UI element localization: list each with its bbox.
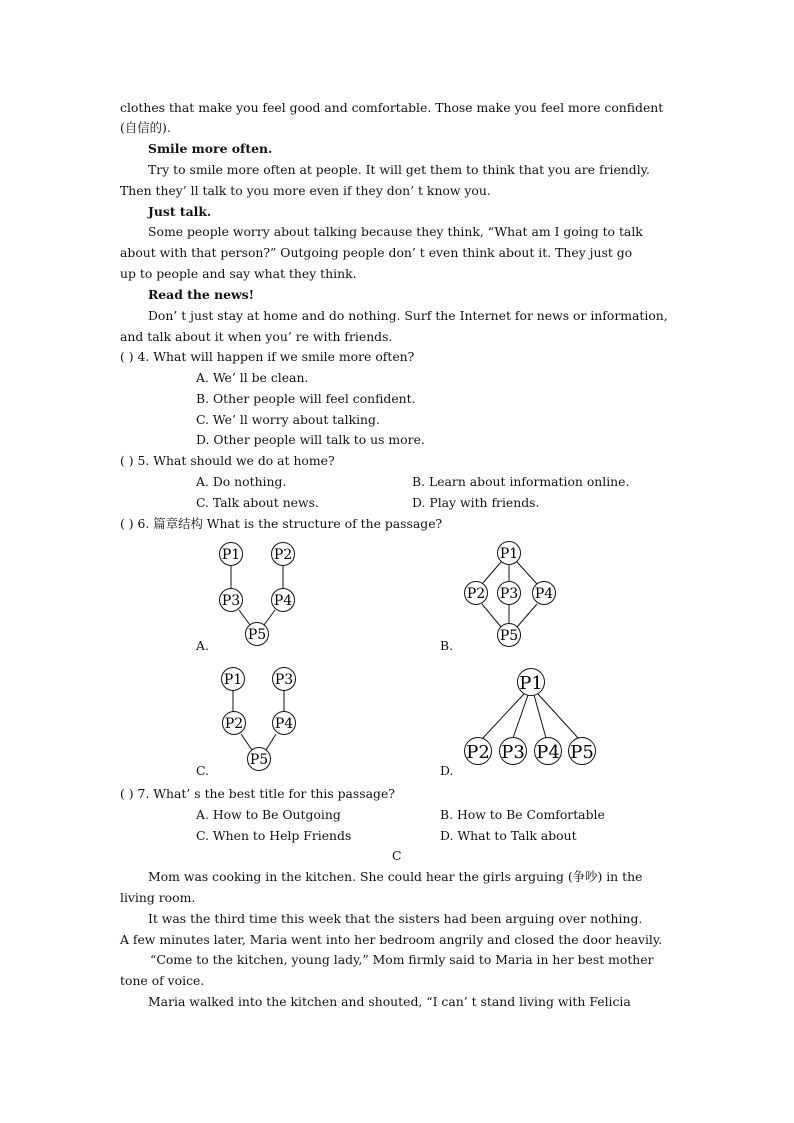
diagram-d[interactable]: [458, 664, 604, 776]
q7-option-d[interactable]: D. What to Talk about: [440, 828, 577, 843]
q5-option-c[interactable]: C. Talk about news.: [196, 495, 319, 510]
q7-option-c[interactable]: C. When to Help Friends: [196, 828, 352, 843]
node-p2: [465, 582, 488, 605]
svg-text:P3: P3: [274, 672, 294, 688]
passage-c-line: tone of voice.: [120, 973, 205, 988]
node-p1: [220, 543, 243, 566]
section-heading: Read the news!: [148, 287, 255, 302]
svg-text:P2: P2: [466, 742, 490, 763]
svg-text:P5: P5: [247, 627, 267, 643]
passage-line: Don’ t just stay at home and do nothing. Surf the Internet for news or information,: [148, 308, 668, 323]
question-6-stem: ( ) 6. 篇章结构 What is the structure of the passage?: [120, 516, 443, 531]
svg-text:P5: P5: [570, 742, 594, 763]
passage-c-line: living room.: [120, 890, 196, 905]
svg-text:P4: P4: [273, 593, 293, 609]
svg-text:P2: P2: [224, 716, 244, 732]
passage-c-line: A few minutes later, Maria went into her bedroom angrily and closed the door heavily.: [120, 932, 663, 947]
question-7-stem: ( ) 7. What’ s the best title for this passage?: [120, 786, 395, 801]
diagram-c-label: C.: [196, 763, 209, 778]
node-p4: [533, 582, 556, 605]
node-p2: [223, 712, 246, 735]
svg-text:P3: P3: [501, 742, 525, 763]
node-p3: [498, 582, 521, 605]
svg-text:P2: P2: [466, 586, 486, 602]
node-p4: [273, 712, 296, 735]
node-p5: [498, 624, 521, 647]
passage-c-line: Maria walked into the kitchen and shouted, “I can’ t stand living with Felicia: [148, 994, 631, 1009]
passage-line: up to people and say what they think.: [120, 266, 357, 281]
q5-option-d[interactable]: D. Play with friends.: [412, 495, 540, 510]
passage-c-line: It was the third time this week that the sisters had been arguing over nothing.: [148, 911, 643, 926]
q5-option-b[interactable]: B. Learn about information online.: [412, 474, 630, 489]
diagram-b-label: B.: [440, 638, 454, 653]
passage-line: Some people worry about talking because they think, “What am I going to talk: [148, 224, 643, 239]
svg-text:P5: P5: [249, 752, 269, 768]
svg-text:P1: P1: [499, 546, 519, 562]
node-p2: [272, 543, 295, 566]
node-p3: [220, 589, 243, 612]
svg-text:P3: P3: [221, 593, 241, 609]
passage-line: clothes that make you feel good and comfortable. Those make you feel more confident: [120, 100, 664, 115]
section-c-heading: C: [392, 848, 402, 863]
svg-text:P1: P1: [519, 673, 543, 694]
node-p3: [500, 738, 527, 765]
question-4-stem: ( ) 4. What will happen if we smile more often?: [120, 349, 415, 364]
passage-line: Try to smile more often at people. It will get them to think that you are friendly.: [148, 162, 650, 177]
svg-text:P5: P5: [499, 628, 519, 644]
passage-line: (自信的).: [120, 120, 171, 135]
node-p3: [273, 668, 296, 691]
diagram-d-label: D.: [440, 763, 454, 778]
passage-c-line: “Come to the kitchen, young lady,” Mom firmly said to Maria in her best mother: [150, 952, 654, 967]
diagram-c[interactable]: [210, 664, 310, 776]
q7-option-a[interactable]: A. How to Be Outgoing: [196, 807, 341, 822]
svg-text:P4: P4: [534, 586, 554, 602]
q4-option-d[interactable]: D. Other people will talk to us more.: [196, 432, 425, 447]
node-p1: [222, 668, 245, 691]
passage-line: and talk about it when you’ re with friends.: [120, 329, 393, 344]
diagram-a-label: A.: [196, 638, 209, 653]
svg-text:P1: P1: [223, 672, 243, 688]
section-heading: Smile more often.: [148, 141, 273, 156]
node-p1: [518, 669, 545, 696]
passage-c-line: Mom was cooking in the kitchen. She could hear the girls arguing (争吵) in the: [148, 869, 643, 884]
node-p4: [272, 589, 295, 612]
node-p5: [569, 738, 596, 765]
diagram-a[interactable]: [210, 538, 310, 650]
node-p1: [498, 542, 521, 565]
svg-text:P1: P1: [221, 547, 241, 563]
node-p2: [465, 738, 492, 765]
question-5-stem: ( ) 5. What should we do at home?: [120, 453, 335, 468]
svg-text:P2: P2: [273, 547, 293, 563]
passage-line: Then they’ ll talk to you more even if they don’ t know you.: [120, 183, 491, 198]
node-p5: [248, 748, 271, 771]
q4-option-b[interactable]: B. Other people will feel confident.: [196, 391, 416, 406]
diagram-b[interactable]: [460, 538, 560, 650]
svg-text:P4: P4: [536, 742, 560, 763]
q4-option-c[interactable]: C. We’ ll worry about talking.: [196, 412, 380, 427]
node-p4: [535, 738, 562, 765]
node-p5: [246, 623, 269, 646]
q4-option-a[interactable]: A. We’ ll be clean.: [196, 370, 309, 385]
passage-line: about with that person?” Outgoing people don’ t even think about it. They just go: [120, 245, 633, 260]
q7-option-b[interactable]: B. How to Be Comfortable: [440, 807, 605, 822]
svg-text:P4: P4: [274, 716, 294, 732]
section-heading: Just talk.: [148, 204, 212, 219]
q5-option-a[interactable]: A. Do nothing.: [196, 474, 287, 489]
svg-text:P3: P3: [499, 586, 519, 602]
